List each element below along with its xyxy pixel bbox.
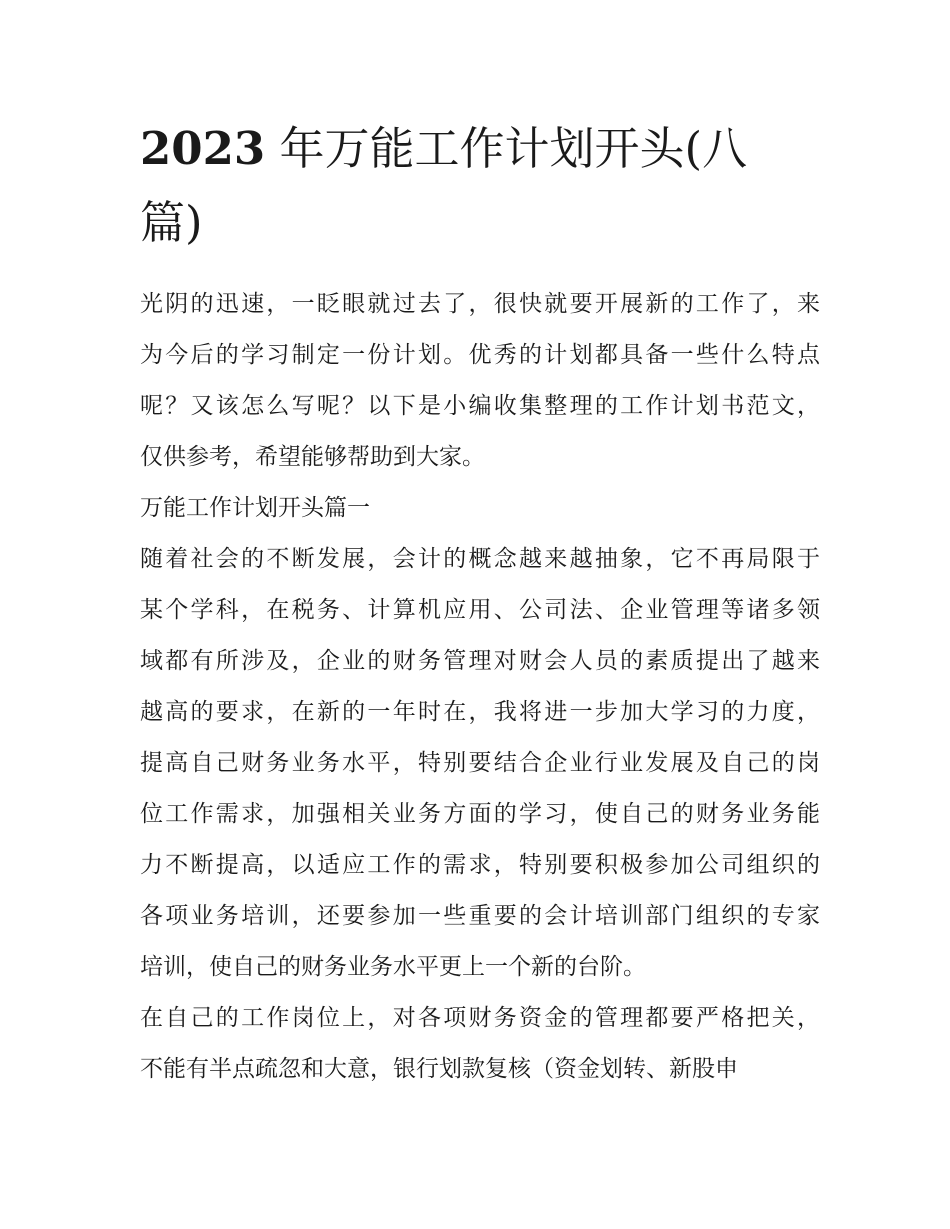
text-line: 力不断提高，以适应工作的需求，特别要积极参加公司组织的: [140, 852, 820, 878]
text-line: 随着社会的不断发展，会计的概念越来越抽象，它不再局限于: [140, 546, 820, 572]
paragraph-body-1: [140, 534, 820, 993]
text-line: 仅供参考，希望能够帮助到大家。: [140, 444, 485, 470]
text-line: 越高的要求，在新的一年时在，我将进一步加大学习的力度，: [140, 699, 820, 725]
text-line: 某个学科，在税务、计算机应用、公司法、企业管理等诸多领: [140, 597, 820, 623]
paragraph-intro: [140, 279, 820, 483]
text-line: 呢？又该怎么写呢？以下是小编收集整理的工作计划书范文，: [140, 393, 820, 419]
text-line: 光阴的迅速，一眨眼就过去了，很快就要开展新的工作了，来: [140, 291, 820, 317]
title-year: 2023: [140, 122, 266, 175]
text-line: 为今后的学习制定一份计划。优秀的计划都具备一些什么特点: [140, 342, 820, 368]
text-line: 提高自己财务业务水平，特别要结合企业行业发展及自己的岗: [140, 750, 820, 776]
section-heading: [140, 483, 820, 534]
document-title: [140, 112, 820, 260]
title-line-2: 篇): [140, 196, 203, 249]
paragraph-body-2: [140, 993, 820, 1095]
title-text-1: 年万能工作计划开头(八: [265, 122, 748, 175]
text-line: 不能有半点疏忽和大意，银行划款复核（资金划转、新股申: [140, 1056, 738, 1082]
text-line: 万能工作计划开头篇一: [140, 495, 370, 521]
text-line: 在自己的工作岗位上，对各项财务资金的管理都要严格把关，: [140, 1005, 820, 1031]
text-line: 培训，使自己的财务业务水平更上一个新的台阶。: [140, 954, 646, 980]
title-line-1: [140, 112, 820, 186]
text-line: 各项业务培训，还要参加一些重要的会计培训部门组织的专家: [140, 903, 820, 929]
document-body: [140, 279, 820, 1095]
text-line: 位工作需求，加强相关业务方面的学习，使自己的财务业务能: [140, 801, 820, 827]
text-line: 域都有所涉及，企业的财务管理对财会人员的素质提出了越来: [140, 648, 820, 674]
